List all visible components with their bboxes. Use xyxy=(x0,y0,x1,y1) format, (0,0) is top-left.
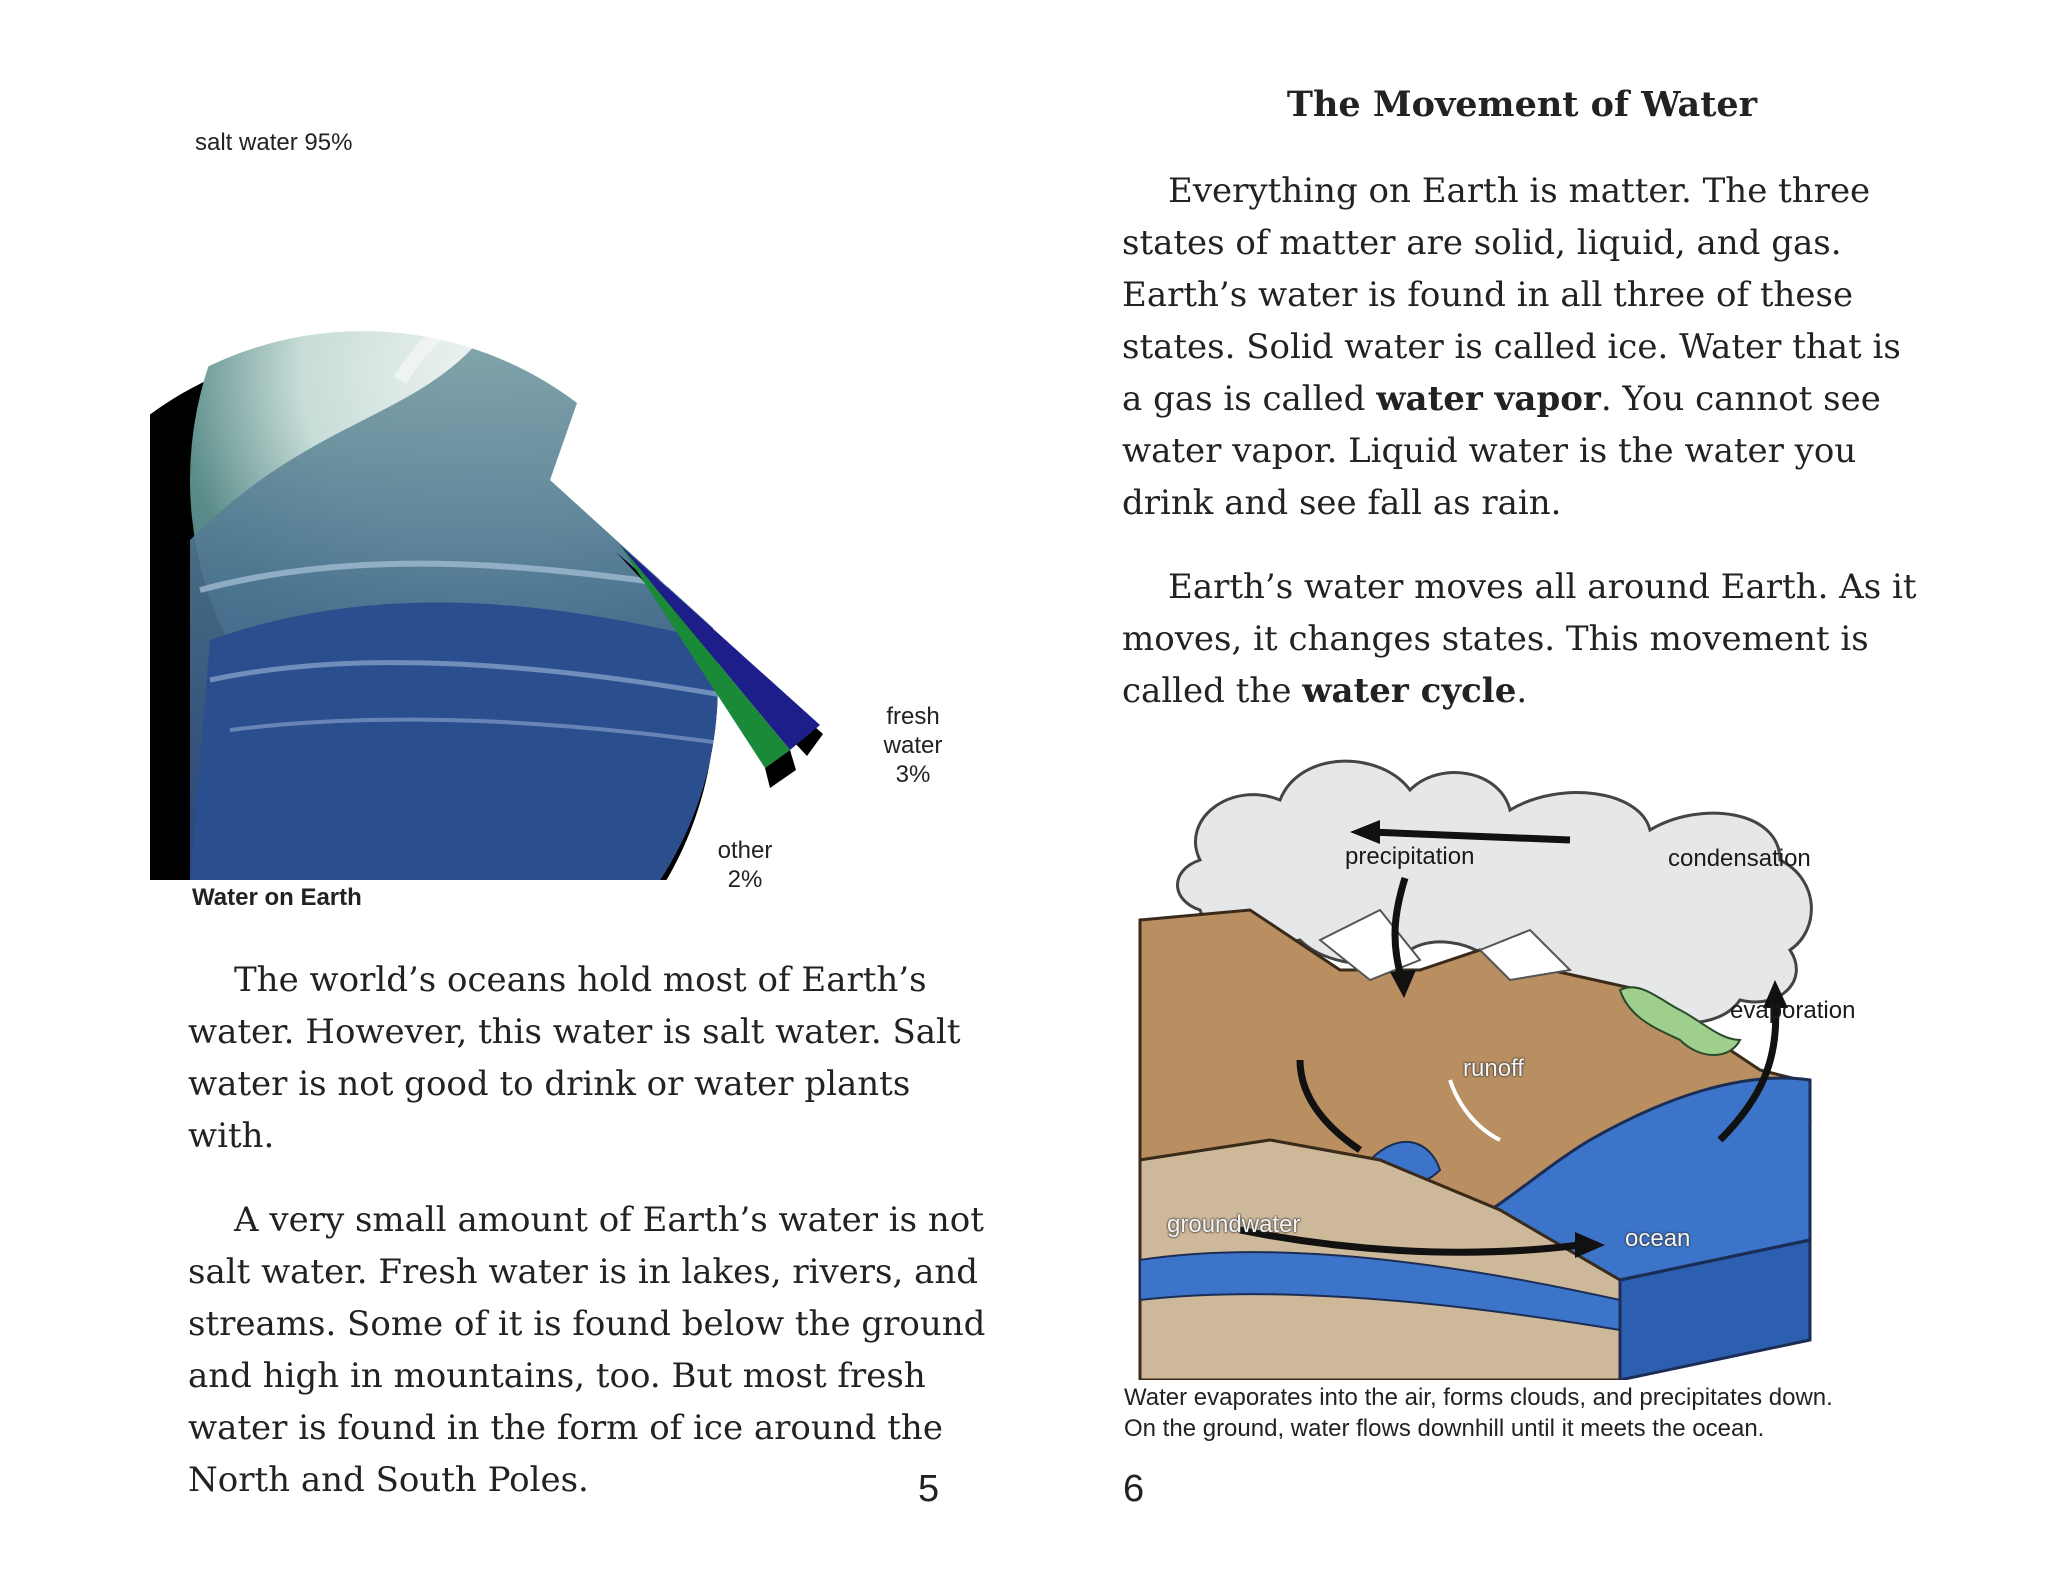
left-page-body xyxy=(188,954,998,1538)
right-paragraph-2 xyxy=(1122,561,1922,717)
caption-line-1: Water evaporates into the air, forms clouds, and precipitates down. xyxy=(1124,1384,1833,1411)
label-runoff: runoff xyxy=(1463,1055,1524,1082)
page-number-left: 5 xyxy=(918,1468,940,1510)
para2-text-after: . xyxy=(1516,671,1528,711)
diagram-caption xyxy=(1124,1382,2004,1444)
fresh-water-label-line3: 3% xyxy=(895,761,931,788)
other-label-line1: other xyxy=(717,837,773,864)
para1-text-before: Everything on Earth is matter. The three states of matter are solid, liquid, and gas. Earth’s water is found in all three of these states. Solid water is called ice. Water that is a gas is called xyxy=(1122,171,1901,419)
left-paragraph-2: A very small amount of Earth’s water is not salt water. Fresh water is in lakes, rivers, and streams. Some of it is found below the ground and high in mountains, too. But most fresh water is found in the form of ice around the North and South Poles. xyxy=(188,1200,986,1500)
caption-line-2: On the ground, water flows downhill until it meets the ocean. xyxy=(1124,1415,1765,1442)
term-water-vapor: water vapor xyxy=(1376,379,1601,419)
label-groundwater: groundwater xyxy=(1167,1211,1301,1238)
fresh-water-label-line2: water xyxy=(883,732,943,759)
para1-text-after: . You cannot see water vapor. Liquid water is the water you drink and see fall as rain. xyxy=(1122,379,1881,523)
label-ocean: ocean xyxy=(1625,1225,1691,1252)
page-number-right: 6 xyxy=(1123,1468,1145,1510)
para2-text-before: Earth’s water moves all around Earth. As it moves, it changes states. This movement is called the xyxy=(1122,567,1917,711)
pie-chart-graphic xyxy=(150,120,970,880)
left-paragraph-1: The world’s oceans hold most of Earth’s water. However, this water is salt water. Salt water is not good to drink or water plants with. xyxy=(188,960,961,1156)
other-label xyxy=(695,836,795,894)
label-evaporation: evaporation xyxy=(1730,997,1856,1024)
right-paragraph-1 xyxy=(1122,165,1922,529)
label-condensation: condensation xyxy=(1668,845,1811,872)
fresh-water-label-line1: fresh xyxy=(886,703,940,730)
right-page-body xyxy=(1122,165,1922,749)
salt-water-label: salt water 95% xyxy=(195,129,353,156)
wave-photo xyxy=(190,120,910,880)
pie-caption: Water on Earth xyxy=(192,884,362,911)
section-title: The Movement of Water xyxy=(1286,84,1758,125)
term-water-cycle: water cycle xyxy=(1302,671,1517,711)
label-precipitation: precipitation xyxy=(1345,843,1475,870)
fresh-water-label xyxy=(858,702,968,789)
other-label-line2: 2% xyxy=(727,866,763,893)
water-on-earth-figure xyxy=(150,120,970,880)
